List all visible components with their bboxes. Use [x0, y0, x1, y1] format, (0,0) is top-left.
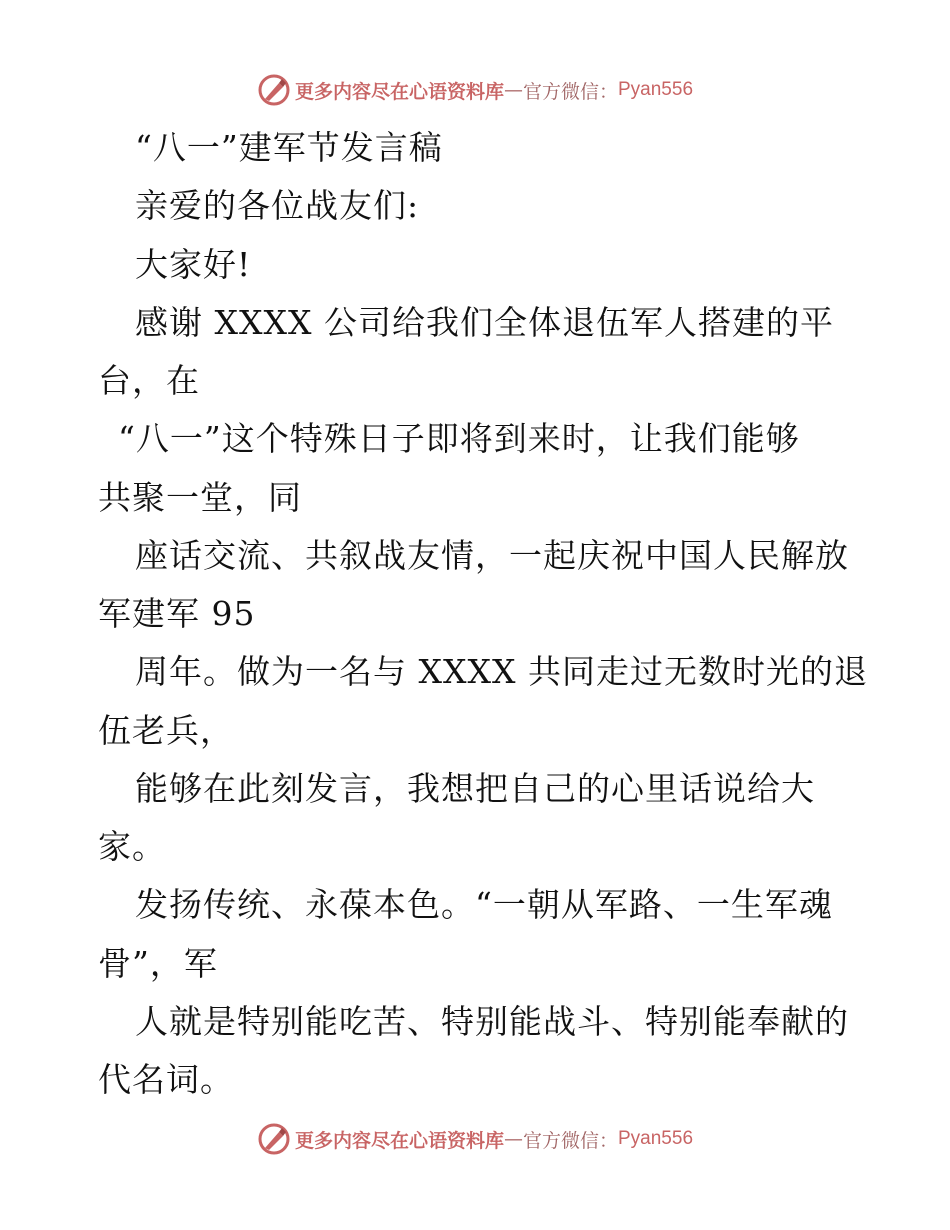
watermark-wechat-label: 官方微信：	[522, 80, 618, 103]
paragraph-line: 共聚一堂，同	[98, 478, 302, 517]
watermark-site: 更多内容尽在心语资料库	[294, 1129, 504, 1152]
paragraph-line: 感谢 XXXX 公司给我们全体退伍军人搭建的平	[135, 303, 834, 342]
watermark-wechat-id: Pyan556	[618, 1128, 694, 1149]
pen-logo-icon	[257, 1122, 291, 1156]
paragraph-line: 伍老兵，	[98, 711, 234, 750]
greeting-line: 大家好!	[135, 245, 252, 284]
watermark-separator: —	[503, 79, 523, 101]
footer-watermark	[0, 1119, 950, 1159]
paragraph-line: 家。	[98, 827, 166, 866]
paragraph-line: 发扬传统、永葆本色。“一朝从军路、一生军魂	[135, 885, 833, 924]
paragraph-line: 人就是特别能吃苦、特别能战斗、特别能奉献的	[135, 1002, 849, 1041]
paragraph-line: 座话交流、共叙战友情，一起庆祝中国人民解放	[135, 536, 849, 575]
paragraph-line: 代名词。	[98, 1060, 234, 1099]
pen-logo-icon	[257, 73, 291, 107]
paragraph-line: 周年。做为一名与 XXXX 共同走过无数时光的退	[135, 652, 868, 691]
paragraph-line: 军建军 95	[98, 594, 256, 633]
header-watermark	[0, 70, 950, 110]
paragraph-line: 台，在	[98, 361, 200, 400]
watermark-separator: —	[503, 1128, 523, 1150]
watermark-wechat-label: 官方微信：	[522, 1129, 618, 1152]
paragraph-line: “八一”这个特殊日子即将到来时，让我们能够	[118, 419, 800, 458]
paragraph-line: 能够在此刻发言，我想把自己的心里话说给大	[135, 769, 815, 808]
watermark-site: 更多内容尽在心语资料库	[294, 80, 504, 103]
watermark-wechat-id: Pyan556	[618, 79, 694, 100]
paragraph-line: 骨”，军	[98, 944, 218, 983]
salutation-line: 亲爱的各位战友们:	[135, 186, 420, 225]
document-title: “八一”建军节发言稿	[135, 128, 443, 167]
